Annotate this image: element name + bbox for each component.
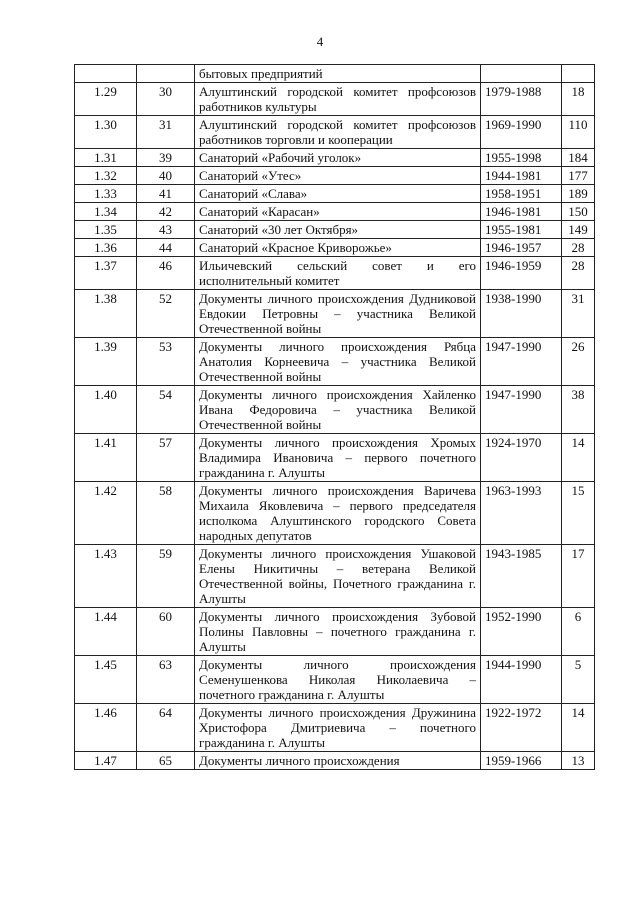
- row-number-cell: 1.40: [75, 386, 137, 434]
- table-row: [75, 482, 595, 545]
- row-number-cell: 1.46: [75, 704, 137, 752]
- date-range-cell: 1946-1957: [481, 239, 562, 257]
- item-count-cell: 149: [562, 221, 595, 239]
- table-row: [75, 608, 595, 656]
- table-row: [75, 185, 595, 203]
- fund-name-cell: Санаторий «Рабочий уголок»: [195, 149, 481, 167]
- item-count-cell: 13: [562, 752, 595, 770]
- table-row: [75, 149, 595, 167]
- date-range-cell: 1952-1990: [481, 608, 562, 656]
- date-range-cell: 1944-1990: [481, 656, 562, 704]
- table-row: [75, 65, 595, 83]
- table-row: [75, 545, 595, 608]
- row-number-cell: 1.33: [75, 185, 137, 203]
- date-range-cell: 1955-1981: [481, 221, 562, 239]
- table-row: [75, 338, 595, 386]
- fund-name-cell: Документы личного происхождения: [195, 752, 481, 770]
- table-row: [75, 203, 595, 221]
- item-count-cell: 189: [562, 185, 595, 203]
- row-number-cell: 1.37: [75, 257, 137, 290]
- date-range-cell: [481, 65, 562, 83]
- item-count-cell: 28: [562, 239, 595, 257]
- item-count-cell: 17: [562, 545, 595, 608]
- fund-number-cell: 30: [137, 83, 195, 116]
- row-number-cell: 1.43: [75, 545, 137, 608]
- fund-number-cell: 42: [137, 203, 195, 221]
- row-number-cell: 1.42: [75, 482, 137, 545]
- row-number-cell: 1.32: [75, 167, 137, 185]
- item-count-cell: 18: [562, 83, 595, 116]
- date-range-cell: 1938-1990: [481, 290, 562, 338]
- fund-name-cell: Документы личного происхождения Хромых Владимира Ивановича – первого почетного гражданина г. Алушты: [195, 434, 481, 482]
- fund-number-cell: 63: [137, 656, 195, 704]
- fund-number-cell: 54: [137, 386, 195, 434]
- table-row: [75, 116, 595, 149]
- date-range-cell: 1958-1951: [481, 185, 562, 203]
- fund-number-cell: 39: [137, 149, 195, 167]
- date-range-cell: 1947-1990: [481, 386, 562, 434]
- table-row: [75, 167, 595, 185]
- item-count-cell: 5: [562, 656, 595, 704]
- fund-name-cell: Ильичевский сельский совет и его исполнительный комитет: [195, 257, 481, 290]
- page-number: 4: [316, 34, 324, 49]
- table-row: [75, 239, 595, 257]
- date-range-cell: 1955-1998: [481, 149, 562, 167]
- fund-number-cell: 65: [137, 752, 195, 770]
- table-body: [75, 65, 595, 770]
- item-count-cell: 31: [562, 290, 595, 338]
- fund-name-cell: Документы личного происхождения Ушаковой Елены Никитичны – ветерана Великой Отечественной войны, Почетного гражданина г. Алушты: [195, 545, 481, 608]
- fund-number-cell: 64: [137, 704, 195, 752]
- table-row: [75, 752, 595, 770]
- item-count-cell: 28: [562, 257, 595, 290]
- item-count-cell: 15: [562, 482, 595, 545]
- fund-name-cell: Документы личного происхождения Дудниковой Евдокии Петровны – участника Великой Отечественной войны: [195, 290, 481, 338]
- table-row: [75, 83, 595, 116]
- row-number-cell: 1.35: [75, 221, 137, 239]
- fund-name-cell: Документы личного происхождения Семенушенкова Николая Николаевича – почетного гражданина г. Алушты: [195, 656, 481, 704]
- fund-name-cell: Документы личного происхождения Дружинина Христофора Дмитриевича – почетного гражданина г. Алушты: [195, 704, 481, 752]
- table-row: [75, 257, 595, 290]
- fund-name-cell: Санаторий «30 лет Октября»: [195, 221, 481, 239]
- row-number-cell: 1.44: [75, 608, 137, 656]
- date-range-cell: 1943-1985: [481, 545, 562, 608]
- row-number-cell: 1.41: [75, 434, 137, 482]
- fund-name-cell: Документы личного происхождения Зубовой Полины Павловны – почетного гражданина г. Алушты: [195, 608, 481, 656]
- item-count-cell: 26: [562, 338, 595, 386]
- archive-fund-table: [74, 64, 595, 770]
- row-number-cell: 1.36: [75, 239, 137, 257]
- fund-name-cell: Алуштинский городской комитет профсоюзов работников торговли и кооперации: [195, 116, 481, 149]
- date-range-cell: 1979-1988: [481, 83, 562, 116]
- table-row: [75, 290, 595, 338]
- date-range-cell: 1959-1966: [481, 752, 562, 770]
- row-number-cell: 1.47: [75, 752, 137, 770]
- date-range-cell: 1944-1981: [481, 167, 562, 185]
- fund-name-cell: Санаторий «Утес»: [195, 167, 481, 185]
- row-number-cell: 1.30: [75, 116, 137, 149]
- item-count-cell: 14: [562, 704, 595, 752]
- row-number-cell: 1.39: [75, 338, 137, 386]
- date-range-cell: 1922-1972: [481, 704, 562, 752]
- fund-number-cell: 60: [137, 608, 195, 656]
- fund-name-cell: Документы личного происхождения Рябца Анатолия Корнеевича – участника Великой Отечественной войны: [195, 338, 481, 386]
- item-count-cell: 184: [562, 149, 595, 167]
- item-count-cell: 110: [562, 116, 595, 149]
- item-count-cell: 177: [562, 167, 595, 185]
- fund-number-cell: 58: [137, 482, 195, 545]
- row-number-cell: 1.31: [75, 149, 137, 167]
- fund-number-cell: 59: [137, 545, 195, 608]
- table-row: [75, 221, 595, 239]
- fund-number-cell: 52: [137, 290, 195, 338]
- fund-name-cell: бытовых предприятий: [195, 65, 481, 83]
- item-count-cell: 150: [562, 203, 595, 221]
- item-count-cell: [562, 65, 595, 83]
- date-range-cell: 1946-1981: [481, 203, 562, 221]
- row-number-cell: [75, 65, 137, 83]
- fund-number-cell: 53: [137, 338, 195, 386]
- fund-number-cell: 41: [137, 185, 195, 203]
- date-range-cell: 1947-1990: [481, 338, 562, 386]
- table-row: [75, 434, 595, 482]
- date-range-cell: 1963-1993: [481, 482, 562, 545]
- date-range-cell: 1969-1990: [481, 116, 562, 149]
- fund-number-cell: 44: [137, 239, 195, 257]
- fund-name-cell: Санаторий «Карасан»: [195, 203, 481, 221]
- row-number-cell: 1.34: [75, 203, 137, 221]
- row-number-cell: 1.45: [75, 656, 137, 704]
- item-count-cell: 14: [562, 434, 595, 482]
- fund-name-cell: Санаторий «Красное Криворожье»: [195, 239, 481, 257]
- table-row: [75, 656, 595, 704]
- table-row: [75, 386, 595, 434]
- fund-name-cell: Документы личного происхождения Хайленко Ивана Федоровича – участника Великой Отечественной войны: [195, 386, 481, 434]
- fund-number-cell: 43: [137, 221, 195, 239]
- fund-name-cell: Санаторий «Слава»: [195, 185, 481, 203]
- item-count-cell: 38: [562, 386, 595, 434]
- fund-number-cell: 40: [137, 167, 195, 185]
- fund-number-cell: 46: [137, 257, 195, 290]
- row-number-cell: 1.29: [75, 83, 137, 116]
- item-count-cell: 6: [562, 608, 595, 656]
- fund-name-cell: Документы личного происхождения Варичева Михаила Яковлевича – первого председателя исполкома Алуштинского городского Совета народных депутатов: [195, 482, 481, 545]
- row-number-cell: 1.38: [75, 290, 137, 338]
- fund-number-cell: 31: [137, 116, 195, 149]
- table-row: [75, 704, 595, 752]
- fund-number-cell: [137, 65, 195, 83]
- fund-name-cell: Алуштинский городской комитет профсоюзов работников культуры: [195, 83, 481, 116]
- date-range-cell: 1924-1970: [481, 434, 562, 482]
- fund-number-cell: 57: [137, 434, 195, 482]
- date-range-cell: 1946-1959: [481, 257, 562, 290]
